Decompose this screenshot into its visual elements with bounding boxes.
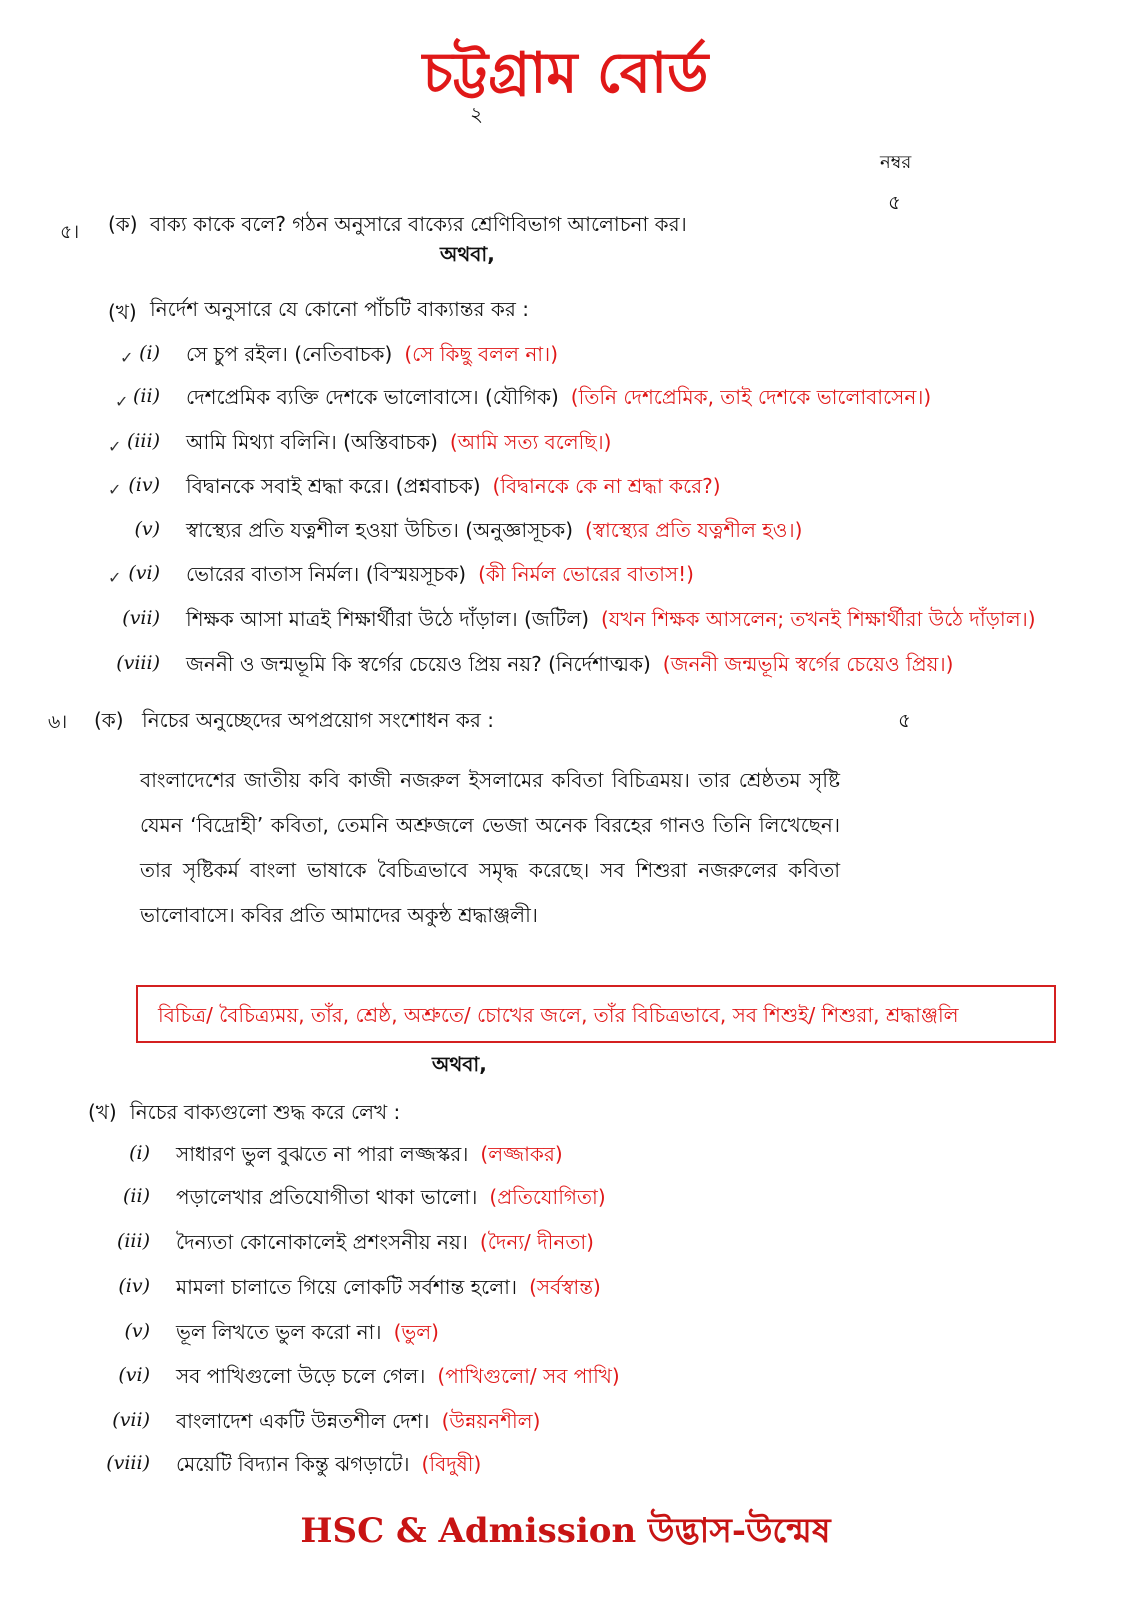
q6-kha-item-answer: (উন্নয়নশীল) xyxy=(441,1409,541,1433)
q5-kha-item-answer: (যখন শিক্ষক আসলেন; তখনই শিক্ষার্থীরা উঠে দাঁড়াল।) xyxy=(601,607,1036,631)
q6-kha-item-answer: (বিদুষী) xyxy=(421,1452,482,1476)
q6-kha-item-number: (iii) xyxy=(116,1230,150,1252)
q6-kha-item-line xyxy=(176,1407,540,1440)
q5-kha-item-answer: (বিদ্বানকে কে না শ্রদ্ধা করে?) xyxy=(492,474,721,498)
q5-kha-item-number: (v) xyxy=(134,518,160,540)
q5-kha-item-answer: (জননী জন্মভূমি স্বর্গের চেয়েও প্রিয়।) xyxy=(662,652,954,676)
q6-kha-item-answer: (প্রতিযোগিতা) xyxy=(489,1185,606,1209)
q5-kha-item-line xyxy=(186,383,931,416)
page-title: চট্টগ্রাম বোর্ড xyxy=(422,41,709,106)
q6-answer-text: বিচিত্র/ বৈচিত্র্যময়, তাঁর, শ্রেষ্ঠ, অশ্রুতে/ চোখের জলে, তাঁর বিচিত্রভাবে, সব শিশুই/ শিশুরা, শ্রদ্ধাঞ্জলি xyxy=(158,1003,959,1027)
q5-kha-item-number: (viii) xyxy=(116,652,160,674)
q6-kha-item-line xyxy=(176,1318,439,1351)
q5-kha-item-text: ভোরের বাতাস নির্মল। (বিস্ময়সূচক) xyxy=(186,562,467,586)
q5-kha-item-text: শিক্ষক আসা মাত্রই শিক্ষার্থীরা উঠে দাঁড়াল। (জটিল) xyxy=(186,607,590,631)
q5-kha-item-line xyxy=(186,605,1036,638)
tick-mark: ✓ xyxy=(108,437,122,456)
q6-kha-item-line xyxy=(176,1362,620,1395)
q6-kha-item-number: (v) xyxy=(124,1320,150,1342)
footer-brand: HSC & Admission উদ্ভাস-উন্মেষ xyxy=(300,1511,831,1551)
q6-kha-item-text: দৈন্যতা কোনোকালেই প্রশংসনীয় নয়। xyxy=(176,1230,468,1254)
q6-or-text: অথবা, xyxy=(432,1052,487,1076)
q6-kha-item-text: ভূল লিখতে ভুল করো না। xyxy=(176,1320,382,1344)
q5-ka-marks: ৫ xyxy=(888,190,901,214)
q5-kha-item-number: (i) xyxy=(139,342,160,364)
q5-kha-item-number: (ii) xyxy=(133,385,160,407)
q5-ka-label: (ক) xyxy=(108,212,138,236)
q6-kha-item-number: (i) xyxy=(129,1142,150,1164)
q6-kha-item-answer: (সর্বস্বান্ত) xyxy=(529,1275,601,1299)
q6-kha-item-text: মেয়েটি বিদ্যান কিন্তু ঝগড়াটে। xyxy=(176,1452,410,1476)
q6-kha-item-number: (viii) xyxy=(106,1452,150,1474)
q5-kha-item-text: জননী ও জন্মভূমি কি স্বর্গের চেয়েও প্রিয় নয়? (নির্দেশাত্মক) xyxy=(186,652,651,676)
q6-kha-item-text: পড়ালেখার প্রতিযোগীতা থাকা ভালো। xyxy=(176,1185,478,1209)
q5-kha-item-answer: (তিনি দেশপ্রেমিক, তাই দেশকে ভালোবাসেন।) xyxy=(570,385,932,409)
tick-mark: ✓ xyxy=(115,392,129,411)
q6-kha-text: নিচের বাক্যগুলো শুদ্ধ করে লেখ : xyxy=(130,1100,401,1124)
q6-kha-item-answer: (ভুল) xyxy=(393,1320,439,1344)
q5-kha-item-number: (iii) xyxy=(126,430,160,452)
q6-kha-item-text: সব পাখিগুলো উড়ে চলে গেল। xyxy=(176,1364,426,1388)
q6-kha-item-line xyxy=(176,1450,481,1483)
q6-kha-item-answer: (লজ্জাকর) xyxy=(480,1142,563,1166)
q5-kha-item-line xyxy=(186,340,558,373)
q6-ka-text: নিচের অনুচ্ছেদের অপপ্রয়োগ সংশোধন কর : xyxy=(142,708,494,732)
q6-answer-box xyxy=(136,985,1056,1043)
q5-or-text: অথবা, xyxy=(440,242,495,266)
q5-kha-item-text: স্বাস্থ্যের প্রতি যত্নশীল হওয়া উচিত। (অনুজ্ঞাসূচক) xyxy=(186,518,574,542)
q6-kha-item-line xyxy=(176,1228,594,1261)
q6-kha-item-line xyxy=(176,1273,601,1306)
q5-kha-item-text: দেশপ্রেমিক ব্যক্তি দেশকে ভালোবাসে। (যৌগিক) xyxy=(186,385,559,409)
question-5-number: ৫। xyxy=(60,221,80,243)
q6-kha-item-number: (vi) xyxy=(118,1364,150,1386)
tick-mark: ✓ xyxy=(108,480,122,499)
q5-kha-item-number: (vii) xyxy=(122,607,160,629)
q6-kha-item-answer: (দৈন্য/ দীনতা) xyxy=(479,1230,594,1254)
q6-kha-item-number: (iv) xyxy=(118,1275,150,1297)
marks-column-header: নম্বর xyxy=(880,152,912,173)
q6-ka-marks: ৫ xyxy=(898,708,911,732)
q6-kha-item-text: বাংলাদেশ একটি উন্নতশীল দেশ। xyxy=(176,1409,430,1433)
q6-kha-label: (খ) xyxy=(88,1100,117,1124)
q5-kha-item-line xyxy=(186,560,694,593)
q5-kha-item-line xyxy=(186,428,611,461)
q5-kha-item-answer: (আমি সত্য বলেছি।) xyxy=(449,430,612,454)
q5-kha-item-text: আমি মিথ্যা বলিনি। (অস্তিবাচক) xyxy=(186,430,438,454)
q5-kha-item-number: (vi) xyxy=(128,562,160,584)
q5-kha-text: নির্দেশ অনুসারে যে কোনো পাঁচটি বাক্যান্তর কর : xyxy=(150,297,529,321)
q5-kha-item-answer: (সে কিছু বলল না।) xyxy=(404,342,559,366)
q5-kha-item-line xyxy=(186,516,802,549)
q6-kha-item-number: (ii) xyxy=(123,1185,150,1207)
tick-mark: ✓ xyxy=(120,348,134,367)
page-number: ২ xyxy=(470,102,484,126)
q6-ka-paragraph: বাংলাদেশের জাতীয় কবি কাজী নজরুল ইসলামের কবিতা বিচিত্রময়। তার শ্রেষ্ঠতম সৃষ্টি যেমন ‘বিদ্রোহী’ কবিতা, তেমনি অশ্রুজলে ভেজা অনেক বিরহের গানও তিনি লিখেছেন। তার সৃষ্টিকর্ম বাংলা ভাষাকে বৈচিত্রভাবে সমৃদ্ধ করেছে। সব শিশুরা নজরুলের কবিতা ভালোবাসে। কবির প্রতি আমাদের অকুন্ঠ শ্রদ্ধাঞ্জলী। xyxy=(140,768,840,927)
q6-kha-item-answer: (পাখিগুলো/ সব পাখি) xyxy=(437,1364,620,1388)
q5-kha-item-line xyxy=(186,472,721,505)
q6-kha-item-text: সাধারণ ভুল বুঝতে না পারা লজ্জস্কর। xyxy=(176,1142,469,1166)
question-6-number: ৬। xyxy=(48,711,68,733)
q5-kha-item-line xyxy=(186,650,953,683)
q6-kha-item-line xyxy=(176,1140,563,1173)
q5-kha-item-text: বিদ্বানকে সবাই শ্রদ্ধা করে। (প্রশ্নবাচক) xyxy=(186,474,481,498)
q5-kha-item-answer: (স্বাস্থ্যের প্রতি যত্নশীল হও।) xyxy=(585,518,803,542)
q6-kha-item-line xyxy=(176,1183,606,1216)
q5-ka-text: বাক্য কাকে বলে? গঠন অনুসারে বাক্যের শ্রেণিবিভাগ আলোচনা কর। xyxy=(150,212,687,236)
tick-mark: ✓ xyxy=(108,568,122,587)
q6-ka-label: (ক) xyxy=(94,708,124,732)
q5-kha-item-text: সে চুপ রইল। (নেতিবাচক) xyxy=(186,342,393,366)
q5-kha-item-number: (iv) xyxy=(128,474,160,496)
q6-kha-item-number: (vii) xyxy=(112,1409,150,1431)
q6-kha-item-text: মামলা চালাতে গিয়ে লোকটি সর্বশান্ত হলো। xyxy=(176,1275,518,1299)
q5-kha-item-answer: (কী নির্মল ভোরের বাতাস!) xyxy=(478,562,694,586)
q5-kha-label: (খ) xyxy=(108,300,137,324)
